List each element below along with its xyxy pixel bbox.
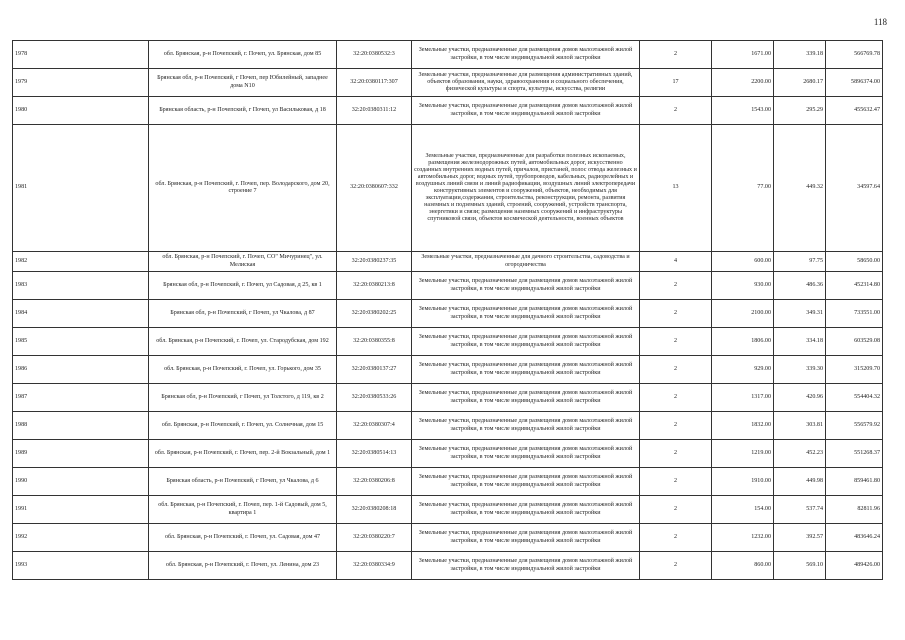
area-cell: 1543.00 <box>712 97 774 125</box>
use-group-cell: 2 <box>640 41 712 69</box>
use-group-cell: 2 <box>640 468 712 496</box>
row-number: 1989 <box>13 440 149 468</box>
table-row <box>13 300 883 328</box>
land-use-cell: Земельные участки, предназначенные для размещения домов малоэтажной жилой застройки, в том числе индивидуальной жилой застройки <box>412 384 640 412</box>
row-number: 1992 <box>13 524 149 552</box>
table-row <box>13 524 883 552</box>
land-plots-table <box>12 40 883 580</box>
table-row <box>13 496 883 524</box>
land-use-cell: Земельные участки, предназначенные для размещения домов малоэтажной жилой застройки, в том числе индивидуальной жилой застройки <box>412 496 640 524</box>
cadastral-number-cell: 32:20:0380311:12 <box>337 97 412 125</box>
cadastral-number-cell: 32:20:0380607:332 <box>337 125 412 252</box>
cadastral-number-cell: 32:20:0380208:18 <box>337 496 412 524</box>
area-cell: 930.00 <box>712 272 774 300</box>
area-cell: 1832.00 <box>712 412 774 440</box>
cadastral-number-cell: 32:20:0380237:35 <box>337 252 412 272</box>
use-group-cell: 2 <box>640 412 712 440</box>
cadastral-number-cell: 32:20:0380307:4 <box>337 412 412 440</box>
table-row <box>13 97 883 125</box>
specific-value-cell: 339.18 <box>774 41 826 69</box>
row-number: 1987 <box>13 384 149 412</box>
land-use-cell: Земельные участки, предназначенные для размещения домов малоэтажной жилой застройки, в том числе индивидуальной жилой застройки <box>412 97 640 125</box>
use-group-cell: 2 <box>640 272 712 300</box>
cadastral-value-cell: 483646.24 <box>826 524 883 552</box>
land-use-cell: Земельные участки, предназначенные для размещения домов малоэтажной жилой застройки, в том числе индивидуальной жилой застройки <box>412 468 640 496</box>
specific-value-cell: 339.30 <box>774 356 826 384</box>
specific-value-cell: 449.98 <box>774 468 826 496</box>
cadastral-number-cell: 32:20:0380532:3 <box>337 41 412 69</box>
table-row <box>13 412 883 440</box>
land-use-cell: Земельные участки, предназначенные для размещения домов малоэтажной жилой застройки, в том числе индивидуальной жилой застройки <box>412 328 640 356</box>
land-use-cell: Земельные участки, предназначенные для размещения домов малоэтажной жилой застройки, в том числе индивидуальной жилой застройки <box>412 552 640 580</box>
cadastral-number-cell: 32:20:0380117:307 <box>337 69 412 97</box>
use-group-cell: 13 <box>640 125 712 252</box>
use-group-cell: 2 <box>640 440 712 468</box>
specific-value-cell: 2680.17 <box>774 69 826 97</box>
cadastral-number-cell: 32:20:0380137:27 <box>337 356 412 384</box>
row-number: 1979 <box>13 69 149 97</box>
page-number: 118 <box>873 17 887 27</box>
specific-value-cell: 420.96 <box>774 384 826 412</box>
land-use-cell: Земельные участки, предназначенные для размещения домов малоэтажной жилой застройки, в том числе индивидуальной жилой застройки <box>412 412 640 440</box>
table-row <box>13 272 883 300</box>
land-use-cell: Земельные участки, предназначенные для размещения домов малоэтажной жилой застройки, в том числе индивидуальной жилой застройки <box>412 524 640 552</box>
row-number: 1993 <box>13 552 149 580</box>
table-row <box>13 252 883 272</box>
land-use-cell: Земельные участки, предназначенные для размещения домов малоэтажной жилой застройки, в том числе индивидуальной жилой застройки <box>412 356 640 384</box>
specific-value-cell: 452.23 <box>774 440 826 468</box>
land-use-cell: Земельные участки, предназначенные для размещения административных зданий, объектов образования, науки, здравоохранения и социального обеспечения, физической культуры и спорта, культуры, искусства, религии <box>412 69 640 97</box>
row-number: 1984 <box>13 300 149 328</box>
address-cell: обл. Брянская, р-н Почепский, г. Почеп, ул. Брянская, дом 85 <box>149 41 337 69</box>
land-use-cell: Земельные участки, предназначенные для размещения домов малоэтажной жилой застройки, в том числе индивидуальной жилой застройки <box>412 440 640 468</box>
row-number: 1986 <box>13 356 149 384</box>
cadastral-number-cell: 32:20:0380213:8 <box>337 272 412 300</box>
address-cell: Брянская обл, р-н Почепский, г Почеп, ул Чкалова, д 87 <box>149 300 337 328</box>
table-row <box>13 552 883 580</box>
row-number: 1991 <box>13 496 149 524</box>
address-cell: Брянская обл, р-н Почепский, г Почеп, ул Толстого, д 119, кв 2 <box>149 384 337 412</box>
area-cell: 154.00 <box>712 496 774 524</box>
row-number: 1988 <box>13 412 149 440</box>
land-use-cell: Земельные участки, предназначенные для размещения домов малоэтажной жилой застройки, в том числе индивидуальной жилой застройки <box>412 272 640 300</box>
table-row <box>13 468 883 496</box>
cadastral-value-cell: 455632.47 <box>826 97 883 125</box>
address-cell: обл. Брянская, р-н Почепский, г. Почеп, ул. Стародубская, дом 192 <box>149 328 337 356</box>
cadastral-value-cell: 489426.00 <box>826 552 883 580</box>
row-number: 1981 <box>13 125 149 252</box>
address-cell: обл. Брянская, р-н Почепский, г. Почеп, ул. Садовая, дом 47 <box>149 524 337 552</box>
specific-value-cell: 449.32 <box>774 125 826 252</box>
cadastral-number-cell: 32:20:0380206:8 <box>337 468 412 496</box>
address-cell: Брянская область, р-н Почепский, г Почеп, ул Чкалова, д 6 <box>149 468 337 496</box>
table-row <box>13 69 883 97</box>
cadastral-value-cell: 556579.92 <box>826 412 883 440</box>
cadastral-value-cell: 551268.37 <box>826 440 883 468</box>
area-cell: 600.00 <box>712 252 774 272</box>
land-use-cell: Земельные участки, предназначенные для дачного строительства, садоводства и огородничества <box>412 252 640 272</box>
area-cell: 1317.00 <box>712 384 774 412</box>
land-use-cell: Земельные участки, предназначенные для разработки полезных ископаемых, размещения железнодорожных путей, автомобильных дорог, искусственно созданных внутренних водных путей, причалов, пристаней, полос отвода железных и автомобильных дорог, водных путей, трубопроводов, кабельных, радиорелейных и воздушных линий связи и линий радиофикации, воздушных линий электропередачи конструктивных элементов и сооружений, объектов, необходимых для эксплуатации,содержания, строительства, реконструкции, ремонта, развития наземных и подземных зданий, строений, сооружений, устройств транспорта, энергетики и связи; размещения наземных сооружений и инфраструктуры спутниковой связи, объектов космической деятельности, военных объектов <box>412 125 640 252</box>
cadastral-value-cell: 82811.96 <box>826 496 883 524</box>
address-cell: Брянская область, р-н Почепский, г Почеп, ул Васильковая, д 18 <box>149 97 337 125</box>
cadastral-value-cell: 452314.80 <box>826 272 883 300</box>
specific-value-cell: 486.36 <box>774 272 826 300</box>
row-number: 1983 <box>13 272 149 300</box>
specific-value-cell: 569.10 <box>774 552 826 580</box>
table-row <box>13 440 883 468</box>
cadastral-number-cell: 32:20:0380220:7 <box>337 524 412 552</box>
use-group-cell: 2 <box>640 524 712 552</box>
table-body <box>13 41 883 580</box>
cadastral-number-cell: 32:20:0380202:25 <box>337 300 412 328</box>
specific-value-cell: 97.75 <box>774 252 826 272</box>
area-cell: 1671.00 <box>712 41 774 69</box>
specific-value-cell: 392.57 <box>774 524 826 552</box>
land-use-cell: Земельные участки, предназначенные для размещения домов малоэтажной жилой застройки, в том числе индивидуальной жилой застройки <box>412 300 640 328</box>
cadastral-number-cell: 32:20:0380514:13 <box>337 440 412 468</box>
cadastral-value-cell: 566769.78 <box>826 41 883 69</box>
use-group-cell: 17 <box>640 69 712 97</box>
address-cell: обл. Брянская, р-н Почепский, г. Почеп, ул. Солнечная, дом 15 <box>149 412 337 440</box>
area-cell: 2100.00 <box>712 300 774 328</box>
specific-value-cell: 303.81 <box>774 412 826 440</box>
use-group-cell: 2 <box>640 300 712 328</box>
specific-value-cell: 537.74 <box>774 496 826 524</box>
address-cell: обл. Брянская, р-н Почепский, г. Почеп, ул. Горького, дом 35 <box>149 356 337 384</box>
area-cell: 77.00 <box>712 125 774 252</box>
row-number: 1978 <box>13 41 149 69</box>
cadastral-number-cell: 32:20:0380533:26 <box>337 384 412 412</box>
area-cell: 1806.00 <box>712 328 774 356</box>
use-group-cell: 2 <box>640 552 712 580</box>
specific-value-cell: 334.18 <box>774 328 826 356</box>
area-cell: 929.00 <box>712 356 774 384</box>
table-row <box>13 384 883 412</box>
table-row <box>13 356 883 384</box>
cadastral-value-cell: 859461.80 <box>826 468 883 496</box>
use-group-cell: 4 <box>640 252 712 272</box>
address-cell: Брянская обл, р-н Почепский, г. Почеп, ул Садовая, д 25, кв 1 <box>149 272 337 300</box>
use-group-cell: 2 <box>640 356 712 384</box>
table-row <box>13 41 883 69</box>
cadastral-value-cell: 733551.00 <box>826 300 883 328</box>
cadastral-value-cell: 603529.08 <box>826 328 883 356</box>
use-group-cell: 2 <box>640 97 712 125</box>
cadastral-value-cell: 554404.32 <box>826 384 883 412</box>
row-number: 1982 <box>13 252 149 272</box>
cadastral-number-cell: 32:20:0380334:9 <box>337 552 412 580</box>
address-cell: обл. Брянская, р-н Почепский, г. Почеп, ул. Ленина, дом 23 <box>149 552 337 580</box>
cadastral-value-cell: 315209.70 <box>826 356 883 384</box>
row-number: 1980 <box>13 97 149 125</box>
land-use-cell: Земельные участки, предназначенные для размещения домов малоэтажной жилой застройки, в том числе индивидуальной жилой застройки <box>412 41 640 69</box>
use-group-cell: 2 <box>640 384 712 412</box>
cadastral-number-cell: 32:20:0380355:8 <box>337 328 412 356</box>
area-cell: 2200.00 <box>712 69 774 97</box>
area-cell: 1219.00 <box>712 440 774 468</box>
row-number: 1985 <box>13 328 149 356</box>
area-cell: 1910.00 <box>712 468 774 496</box>
table-row <box>13 328 883 356</box>
address-cell: обл. Брянская, р-н Почепский, г. Почеп, пер. 2-й Вокзальный, дом 1 <box>149 440 337 468</box>
area-cell: 860.00 <box>712 552 774 580</box>
cadastral-value-cell: 34597.64 <box>826 125 883 252</box>
address-cell: обл. Брянская, р-н Почепский, г. Почеп, пер. 1-й Садовый, дом 5, квартира 1 <box>149 496 337 524</box>
table-row <box>13 125 883 252</box>
address-cell: Брянская обл, р-н Почепский, г Почеп, пер Юбилейный, западнее дома N10 <box>149 69 337 97</box>
use-group-cell: 2 <box>640 496 712 524</box>
use-group-cell: 2 <box>640 328 712 356</box>
specific-value-cell: 349.31 <box>774 300 826 328</box>
address-cell: обл. Брянская, р-н Почепский, г. Почеп, СО" Мичуринец", ул. Мелиская <box>149 252 337 272</box>
row-number: 1990 <box>13 468 149 496</box>
cadastral-value-cell: 5896374.00 <box>826 69 883 97</box>
area-cell: 1232.00 <box>712 524 774 552</box>
specific-value-cell: 295.29 <box>774 97 826 125</box>
cadastral-value-cell: 58650.00 <box>826 252 883 272</box>
address-cell: обл. Брянская, р-н Почепский, г. Почеп, пер. Володарского, дом 20, строение 7 <box>149 125 337 252</box>
